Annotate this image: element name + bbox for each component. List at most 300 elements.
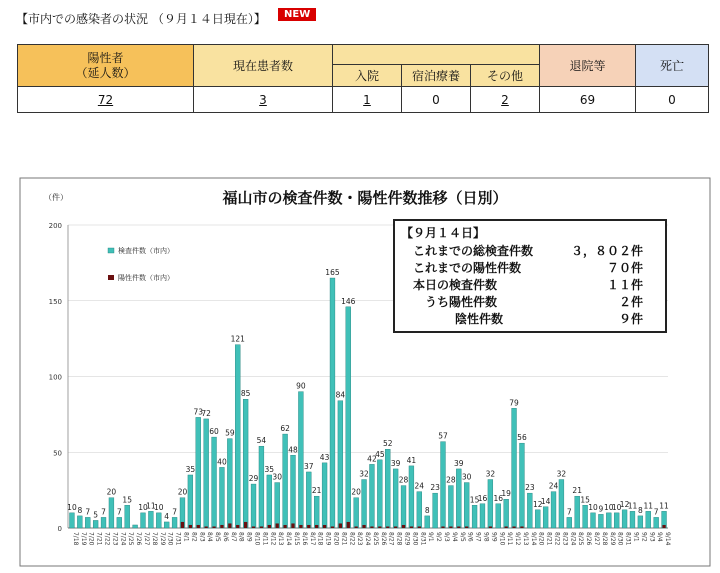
bar-value-label: 11: [146, 501, 156, 511]
bar-value-label: 54: [256, 436, 267, 446]
x-tick-label: 8/20: [537, 532, 545, 546]
x-tick-label: 8/30: [411, 532, 419, 546]
bar-value-label: 10: [588, 502, 598, 512]
x-tick-label: 7/27: [143, 532, 150, 546]
positive-bar: [323, 525, 326, 528]
new-badge: NEW: [278, 8, 316, 21]
x-tick-label: 9/13: [521, 532, 529, 546]
test-bar: [70, 513, 75, 528]
x-tick-label: 8/25: [577, 532, 585, 546]
test-bar: [172, 517, 177, 528]
test-bar: [496, 504, 501, 528]
bar-value-label: 24: [548, 481, 559, 491]
x-tick-label: 9/4: [656, 532, 664, 542]
x-tick-label: 8/19: [324, 532, 332, 546]
bar-value-label: 20: [351, 487, 361, 497]
bar-value-label: 7: [116, 507, 122, 517]
test-bar: [448, 486, 453, 528]
x-tick-label: 7/31: [174, 532, 182, 546]
positive-bar: [418, 526, 421, 528]
bar-value-label: 12: [532, 499, 543, 509]
summary-label: これまでの陽性件数: [413, 261, 522, 275]
bar-value-label: 30: [272, 472, 282, 482]
bar-value-label: 23: [430, 483, 440, 493]
x-tick-label: 8/29: [403, 532, 411, 546]
x-tick-label: 9/10: [498, 532, 506, 546]
x-tick-label: 8/20: [332, 532, 340, 546]
bar-value-label: 11: [643, 501, 654, 511]
test-bar: [614, 513, 619, 528]
bar-value-label: 165: [325, 268, 340, 278]
positive-bar: [512, 526, 515, 528]
test-bar: [512, 408, 517, 528]
summary-label: うち陽性件数: [425, 295, 498, 309]
bar-value-label: 39: [390, 458, 401, 468]
bar-value-label: 30: [461, 472, 472, 482]
test-bar: [630, 511, 635, 528]
hospital-value[interactable]: 1: [333, 87, 402, 113]
positive-bar: [457, 526, 460, 528]
legend-label-positive: 陽性件数（市内）: [118, 274, 174, 282]
bar-value-label: 10: [604, 502, 614, 512]
x-tick-label: 9/1: [427, 532, 435, 542]
test-bar: [464, 483, 469, 528]
summary-value: ２件: [618, 295, 643, 309]
positive-bar: [228, 523, 231, 528]
positive-bar: [331, 526, 334, 528]
positive-bar: [205, 526, 208, 528]
test-bar: [370, 464, 375, 528]
x-tick-label: 8/21: [340, 532, 348, 546]
test-bar: [417, 492, 422, 528]
bar-value-label: 41: [406, 455, 417, 465]
bar-value-label: 20: [106, 487, 117, 497]
summary-label: 本日の検査件数: [413, 278, 498, 292]
x-tick-label: 8/28: [600, 532, 608, 546]
bar-value-label: 11: [659, 501, 669, 511]
positive-bar: [315, 525, 318, 528]
bar-value-label: 79: [509, 398, 519, 408]
positive-bar: [505, 526, 508, 528]
bar-value-label: 28: [398, 475, 409, 485]
x-tick-label: 8/14: [285, 532, 293, 546]
test-bar: [606, 513, 611, 528]
bar-value-label: 35: [264, 464, 275, 474]
x-tick-label: 8/17: [308, 532, 316, 546]
test-bar: [638, 516, 643, 528]
summary-value: ７０件: [606, 261, 643, 275]
bar-value-label: 5: [93, 510, 99, 520]
test-bar: [109, 498, 114, 528]
bar-value-label: 29: [248, 474, 259, 484]
summary-value: ３，８０２件: [570, 244, 643, 258]
x-tick-label: 7/25: [127, 532, 135, 546]
test-bar: [346, 307, 351, 528]
x-tick-label: 8/23: [561, 532, 569, 546]
x-tick-label: 9/8: [482, 532, 490, 542]
test-bar: [409, 466, 414, 528]
x-tick-label: 7/29: [158, 532, 166, 546]
bar-value-label: 32: [485, 469, 496, 479]
y-tick-label: 100: [48, 373, 62, 382]
bar-value-label: 11: [627, 501, 638, 511]
x-tick-label: 7/26: [135, 532, 143, 546]
x-tick-label: 7/21: [95, 532, 103, 546]
test-bar: [275, 483, 280, 528]
test-bar: [156, 513, 161, 528]
positive-bar: [370, 526, 373, 528]
x-tick-label: 8/2: [190, 532, 198, 542]
x-tick-label: 9/6: [466, 532, 474, 542]
test-bar: [212, 437, 217, 528]
x-tick-label: 8/29: [608, 532, 616, 546]
test-bar: [622, 510, 627, 528]
bar-value-label: 8: [424, 505, 430, 515]
discharged-value: 69: [540, 87, 636, 113]
test-bar: [575, 496, 580, 528]
chart-title: 福山市の検査件数・陽性件数推移（日別）: [222, 189, 508, 207]
bar-value-label: 39: [454, 458, 464, 468]
bar-value-label: 59: [225, 428, 235, 438]
bar-value-label: 24: [414, 481, 425, 491]
legend-swatch-positive: [108, 275, 114, 280]
bar-value-label: 35: [185, 464, 196, 474]
x-tick-label: 8/1: [182, 532, 190, 542]
positive-bar: [197, 525, 200, 528]
bar-value-label: 37: [304, 461, 314, 471]
x-tick-label: 8/23: [356, 532, 364, 546]
x-tick-label: 8/8: [237, 532, 245, 542]
x-tick-label: 8/31: [624, 532, 632, 546]
test-bar: [425, 516, 430, 528]
summary-title: 【９月１４日】: [401, 226, 486, 240]
death-value: 0: [636, 87, 709, 113]
bar-value-label: 85: [240, 389, 251, 399]
x-tick-label: 9/7: [474, 532, 482, 542]
x-tick-label: 7/28: [150, 532, 158, 546]
x-tick-label: 8/10: [253, 532, 261, 546]
test-bar: [488, 480, 493, 528]
positive-bar: [339, 523, 342, 528]
x-tick-label: 9/3: [443, 532, 450, 542]
x-tick-label: 8/18: [316, 532, 324, 546]
bar-value-label: 7: [85, 507, 91, 517]
x-tick-label: 8/13: [277, 532, 285, 546]
current-header: 現在患者数: [194, 45, 333, 87]
hospital-header: 入院: [333, 65, 402, 87]
test-bar: [251, 484, 256, 528]
x-tick-label: 9/1: [632, 532, 640, 542]
x-tick-label: 9/14: [529, 532, 537, 546]
bar-value-label: 16: [477, 493, 488, 503]
bar-value-label: 20: [177, 487, 188, 497]
bar-value-label: 21: [572, 486, 582, 496]
positive-bar: [260, 526, 263, 528]
positive-bar: [465, 526, 468, 528]
legend-label-tests: 検査件数（市内）: [118, 247, 174, 255]
y-tick-label: 50: [53, 449, 62, 458]
bar-value-label: 72: [201, 408, 211, 418]
x-tick-label: 9/14: [664, 532, 672, 546]
test-bar: [567, 517, 572, 528]
bar-value-label: 12: [619, 499, 630, 509]
test-bar: [646, 511, 651, 528]
test-bar: [520, 443, 525, 528]
bar-value-label: 42: [367, 454, 377, 464]
bar-value-label: 52: [382, 439, 393, 449]
bar-value-label: 14: [540, 496, 551, 506]
positive-bar: [189, 525, 192, 528]
bar-value-label: 121: [230, 334, 245, 344]
bar-value-label: 62: [280, 424, 290, 434]
bar-value-label: 7: [172, 507, 177, 517]
bar-value-label: 32: [359, 469, 369, 479]
bar-value-label: 23: [525, 483, 535, 493]
x-tick-label: 8/6: [221, 532, 229, 542]
test-bar: [220, 467, 225, 528]
bar-value-label: 146: [341, 296, 356, 306]
y-axis-label: （件）: [44, 193, 68, 202]
test-bar: [267, 475, 272, 528]
test-bar: [591, 513, 596, 528]
test-bar: [654, 517, 659, 528]
positive-bar: [489, 526, 492, 528]
x-tick-label: 7/22: [103, 532, 111, 546]
test-bar: [298, 392, 303, 528]
bar-value-label: 10: [611, 502, 622, 512]
bar-value-label: 48: [288, 445, 298, 455]
test-bar: [227, 439, 232, 528]
test-bar: [559, 480, 564, 528]
test-bar: [472, 505, 477, 528]
x-tick-label: 7/23: [111, 532, 119, 546]
test-bar: [235, 345, 240, 528]
positive-bar: [449, 526, 452, 528]
bar-value-label: 45: [375, 449, 385, 459]
positive-bar: [394, 526, 397, 528]
positive-bar: [662, 525, 665, 528]
test-bar: [291, 455, 296, 528]
bar-value-label: 19: [501, 489, 511, 499]
current-value[interactable]: 3: [194, 87, 333, 113]
positive-bar: [386, 526, 389, 528]
test-bar: [401, 486, 406, 528]
bar-value-label: 40: [217, 457, 227, 467]
x-tick-label: 8/9: [245, 532, 253, 542]
x-tick-label: 8/5: [214, 532, 222, 542]
test-bar: [85, 517, 90, 528]
page-header: 【市内での感染者の状況 （９月１４日現在）】: [16, 12, 266, 26]
positive-bar: [181, 522, 184, 528]
other-header: その他: [471, 65, 540, 87]
positive-bar: [252, 526, 255, 528]
x-tick-label: 8/22: [553, 532, 561, 546]
x-tick-label: 7/20: [87, 532, 95, 546]
test-bar: [480, 504, 485, 528]
test-bar: [433, 493, 438, 528]
x-tick-label: 8/27: [387, 532, 395, 546]
x-tick-label: 8/3: [198, 532, 206, 542]
positive-bar: [268, 525, 271, 528]
x-tick-label: 8/11: [261, 532, 269, 546]
y-tick-label: 150: [48, 297, 62, 306]
positive-bar: [402, 525, 405, 528]
positive-bar: [299, 525, 302, 528]
x-tick-label: 9/9: [490, 532, 498, 542]
test-bar: [385, 449, 390, 528]
test-bar: [196, 417, 201, 528]
summary-label: 陰性件数: [455, 312, 504, 326]
test-bar: [330, 278, 335, 528]
x-tick-label: 8/24: [569, 532, 577, 546]
lodging-value: 0: [402, 87, 471, 113]
test-bar: [141, 513, 146, 528]
x-tick-label: 9/12: [514, 532, 522, 546]
x-tick-label: 8/16: [300, 532, 308, 546]
x-tick-label: 8/22: [348, 532, 356, 546]
test-bar: [188, 475, 193, 528]
y-tick-label: 200: [48, 222, 62, 230]
bar-value-label: 60: [209, 427, 219, 437]
bar-value-label: 9: [598, 504, 604, 514]
test-bar: [377, 460, 382, 528]
bar-value-label: 56: [517, 433, 527, 443]
bar-value-label: 73: [193, 407, 204, 417]
positive-bar: [378, 526, 381, 528]
test-bar: [125, 505, 130, 528]
bar-value-label: 15: [580, 495, 590, 505]
y-tick-label: 0: [57, 525, 62, 533]
bar-value-label: 84: [335, 390, 346, 400]
test-bar: [551, 492, 556, 528]
positive-bar: [236, 525, 239, 528]
positive-header: 陽性者 （延人数）: [18, 45, 194, 87]
positive-bar: [347, 522, 350, 528]
bar-value-label: 8: [637, 505, 643, 515]
test-bar: [148, 511, 153, 528]
x-tick-label: 8/24: [364, 532, 372, 546]
test-bar: [204, 419, 209, 528]
positive-bar: [212, 526, 215, 528]
x-tick-label: 8/31: [419, 532, 427, 546]
lodging-header: 宿泊療養: [402, 65, 471, 87]
positive-bar: [410, 526, 413, 528]
bar-value-label: 57: [438, 431, 448, 441]
test-bar: [133, 525, 138, 528]
bar-value-label: 43: [319, 452, 330, 462]
daily-summary-box: [393, 219, 667, 333]
positive-bar: [244, 522, 247, 528]
bar-value-label: 10: [138, 502, 148, 512]
x-tick-label: 8/30: [616, 532, 624, 546]
positive-bar: [441, 526, 444, 528]
x-tick-label: 9/2: [435, 532, 443, 542]
x-tick-label: 8/25: [371, 532, 379, 546]
bar-value-label: 16: [493, 493, 504, 503]
bar-value-label: 7: [653, 507, 659, 517]
x-tick-label: 8/21: [545, 532, 553, 546]
bar-value-label: 15: [122, 495, 132, 505]
x-tick-label: 8/28: [395, 532, 403, 546]
bar-value-label: 8: [77, 505, 83, 515]
x-tick-label: 9/2: [640, 532, 648, 542]
test-bar: [93, 520, 98, 528]
bar-value-label: 10: [154, 502, 164, 512]
x-tick-label: 8/7: [229, 532, 237, 542]
positive-bar: [520, 526, 523, 528]
other-value[interactable]: 2: [471, 87, 540, 113]
x-tick-label: 8/26: [585, 532, 593, 546]
summary-value: １１件: [606, 278, 643, 292]
test-bar: [77, 516, 82, 528]
x-tick-label: 8/15: [293, 532, 300, 546]
test-bar: [393, 469, 398, 528]
positive-bar: [220, 525, 223, 528]
bar-value-label: 4: [164, 511, 170, 521]
death-header: 死亡: [636, 45, 709, 87]
x-tick-label: 8/26: [379, 532, 387, 546]
x-tick-label: 9/11: [506, 532, 514, 546]
test-bar: [101, 517, 106, 528]
x-tick-label: 7/18: [71, 532, 79, 546]
test-bar: [598, 514, 603, 528]
test-bar: [535, 510, 540, 528]
test-bar: [504, 499, 509, 528]
positive-bar: [355, 526, 358, 528]
positive-bar: [362, 525, 365, 528]
discharged-header: 退院等: [540, 45, 636, 87]
test-bar: [314, 496, 319, 528]
legend-swatch-tests: [108, 248, 114, 253]
x-tick-label: 8/27: [593, 532, 600, 546]
test-bar: [117, 517, 122, 528]
bar-value-label: 28: [446, 475, 456, 485]
bar-value-label: 90: [296, 381, 306, 391]
x-tick-label: 9/3: [648, 532, 656, 542]
test-bar: [354, 498, 359, 528]
test-bar: [441, 442, 446, 528]
x-tick-label: 9/4: [450, 532, 458, 542]
test-bar: [583, 505, 588, 528]
test-bar: [322, 463, 327, 528]
bar-value-label: 32: [556, 469, 567, 479]
positive-bar: [283, 525, 286, 528]
test-bar: [164, 522, 169, 528]
positive-bar: [291, 523, 294, 528]
bar-value-label: 7: [101, 507, 106, 517]
test-bar: [527, 493, 532, 528]
x-tick-label: 8/12: [269, 532, 277, 546]
bar-value-label: 10: [67, 502, 77, 512]
positive-bar: [307, 525, 310, 528]
test-bar: [456, 469, 461, 528]
bar-value-label: 15: [469, 495, 480, 505]
test-bar: [243, 399, 248, 528]
test-bar: [306, 472, 311, 528]
positive-value[interactable]: 72: [18, 87, 194, 113]
x-tick-label: 7/30: [166, 532, 174, 546]
summary-label: これまでの総検査件数: [413, 244, 534, 258]
bar-value-label: 7: [566, 507, 572, 517]
bar-value-label: 21: [311, 486, 322, 496]
x-tick-label: 8/4: [206, 532, 214, 542]
test-bar: [362, 480, 367, 528]
x-tick-label: 7/19: [79, 532, 87, 546]
summary-value: ９件: [618, 312, 643, 326]
positive-bar: [276, 523, 279, 528]
x-tick-label: 7/24: [119, 532, 127, 546]
test-bar: [338, 401, 343, 528]
